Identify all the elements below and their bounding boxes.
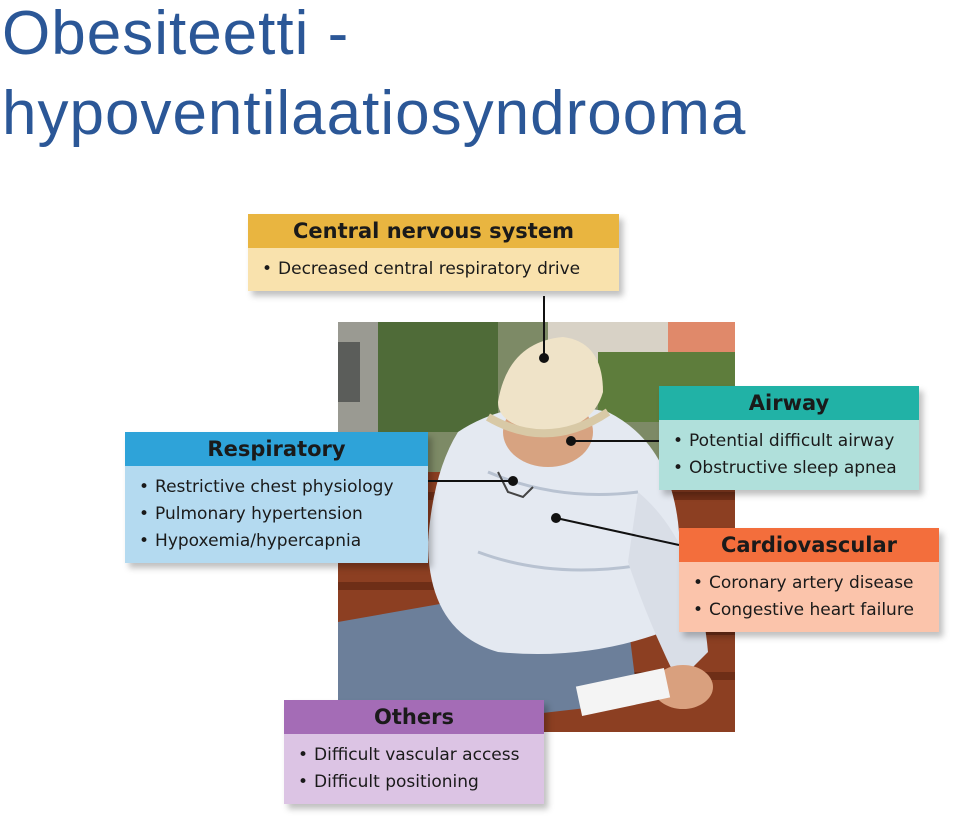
title-line-2: hypoventilaatiosyndrooma: [2, 79, 747, 148]
title-line-1: Obesiteetti -: [2, 0, 350, 68]
list-item: • Decreased central respiratory drive: [262, 256, 607, 283]
list-item: • Obstructive sleep apnea: [673, 455, 907, 482]
box-cardiovascular: [679, 528, 939, 632]
list-item: • Congestive heart failure: [693, 597, 927, 624]
list-item: • Coronary artery disease: [693, 570, 927, 597]
list-item: • Potential difficult airway: [673, 428, 907, 455]
box-header: Cardiovascular: [679, 528, 939, 562]
list-item: • Restrictive chest physiology: [139, 474, 416, 501]
list-item: • Pulmonary hypertension: [139, 501, 416, 528]
box-header: Respiratory: [125, 432, 428, 466]
box-central-nervous-system: [248, 214, 619, 291]
box-header: Central nervous system: [248, 214, 619, 248]
box-header: Others: [284, 700, 544, 734]
box-airway: [659, 386, 919, 490]
list-item: • Hypoxemia/hypercapnia: [139, 528, 416, 555]
box-others: [284, 700, 544, 804]
box-respiratory: [125, 432, 428, 563]
box-header: Airway: [659, 386, 919, 420]
list-item: • Difficult positioning: [298, 769, 532, 796]
list-item: • Difficult vascular access: [298, 742, 532, 769]
slide-title: [2, 0, 746, 154]
